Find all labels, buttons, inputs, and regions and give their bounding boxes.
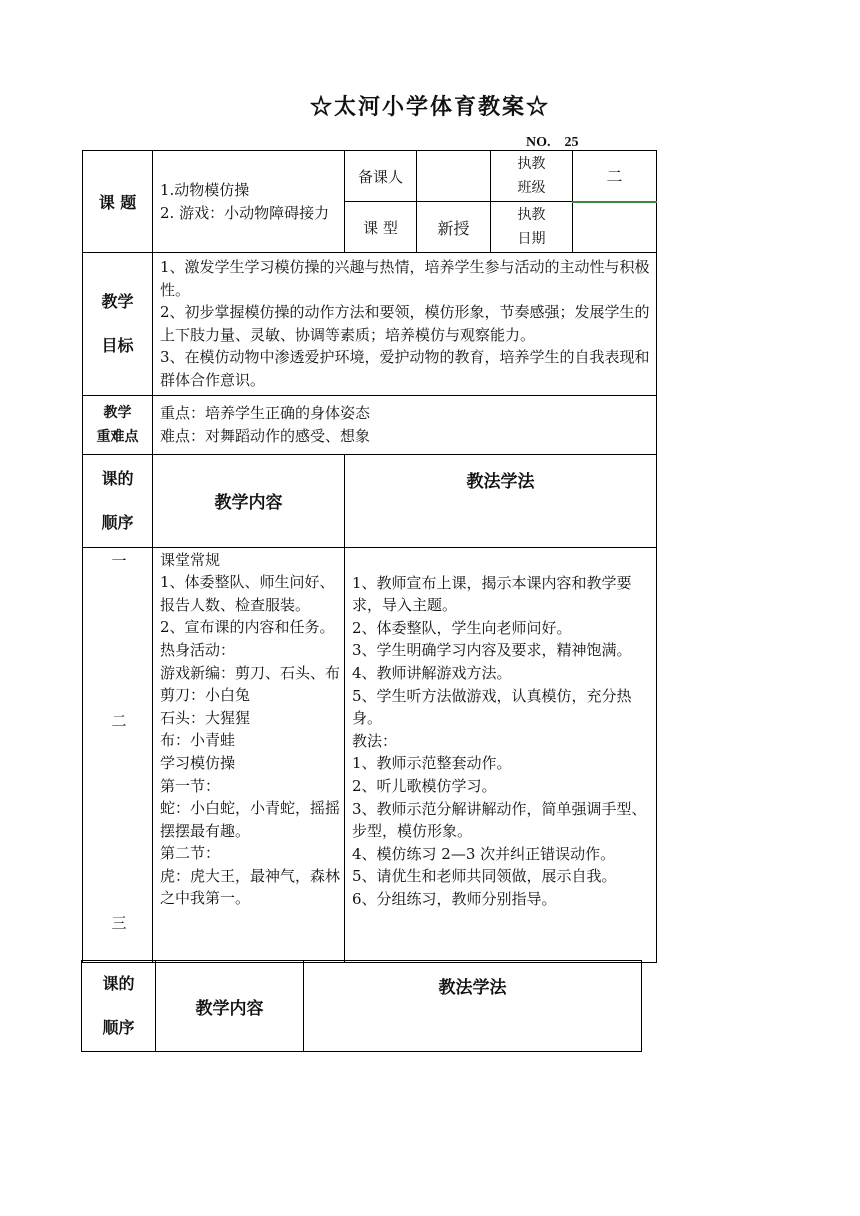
topic-line: 2. 游戏：小动物障碍接力 bbox=[160, 203, 330, 222]
focus-text: 重点：培养学生正确的身体姿态 bbox=[160, 403, 371, 422]
method-line: 2、体委整队，学生向老师问好。 bbox=[352, 618, 572, 637]
content-header: 教学内容 bbox=[153, 454, 345, 547]
method-line: 教法： bbox=[352, 731, 398, 750]
order-header-line: 顺序 bbox=[101, 512, 134, 532]
sequence-item: 三 bbox=[111, 913, 127, 932]
page-title: ☆太河小学体育教案☆ bbox=[309, 94, 550, 120]
topic-line: 1.动物模仿操 bbox=[160, 180, 250, 199]
content-column bbox=[153, 547, 345, 962]
content-line: 课堂常规 bbox=[160, 550, 221, 569]
content-line: 第一节： bbox=[160, 776, 221, 795]
method-header-2: 教法学法 bbox=[304, 961, 642, 1052]
method-line: 5、请优生和老师共同领做，展示自我。 bbox=[352, 867, 617, 886]
order-header-line: 课的 bbox=[102, 974, 135, 993]
content-line: 游戏新编：剪刀、石头、布 bbox=[160, 663, 341, 682]
topic-label: 课 题 bbox=[83, 151, 153, 253]
content-line: 剪刀：小白兔 bbox=[160, 686, 251, 705]
goals-label-line: 教学 bbox=[101, 291, 134, 311]
date-label bbox=[491, 202, 573, 253]
continuation-table bbox=[81, 960, 642, 1052]
content-line: 石头：大猩猩 bbox=[160, 708, 251, 727]
class-label-line: 班级 bbox=[517, 180, 546, 196]
method-line: 2、听儿歌模仿学习。 bbox=[352, 776, 497, 795]
content-line: 第二节： bbox=[160, 844, 221, 863]
class-label-line: 执教 bbox=[517, 156, 546, 172]
order-header-2 bbox=[82, 961, 156, 1052]
date-label-line: 日期 bbox=[517, 231, 546, 247]
method-line: 4、教师讲解游戏方法。 bbox=[352, 663, 512, 682]
class-value: 二 bbox=[573, 151, 657, 202]
key-points-label-line: 教学 bbox=[103, 404, 132, 421]
method-line: 6、分组练习，教师分别指导。 bbox=[352, 889, 557, 908]
content-line: 热身活动： bbox=[160, 640, 236, 659]
key-points-label-line: 重难点 bbox=[96, 428, 139, 445]
type-label: 课 型 bbox=[345, 202, 417, 253]
key-points-label bbox=[83, 395, 153, 454]
content-line: 蛇：小白蛇，小青蛇，摇摇摆摆最有趣。 bbox=[160, 799, 341, 840]
lesson-plan-table bbox=[82, 150, 657, 963]
sequence-item: 一 bbox=[111, 551, 127, 570]
order-header-line: 顺序 bbox=[102, 1018, 135, 1037]
method-line: 1、教师宣布上课，揭示本课内容和教学要求，导入主题。 bbox=[352, 573, 632, 615]
content-line: 虎：虎大王，最神气，森林之中我第一。 bbox=[160, 866, 341, 908]
goal-item: 3、在模仿动物中渗透爱护环境，爱护动物的教育，培养学生的自我表现和群体合作意识。 bbox=[160, 348, 650, 389]
content-line: 1、体委整队、师生问好、报告人数、检查服装。 bbox=[160, 573, 335, 614]
type-value: 新授 bbox=[417, 202, 491, 253]
method-column bbox=[345, 547, 657, 962]
method-line: 4、模仿练习 2—3 次并纠正错误动作。 bbox=[352, 844, 616, 863]
goal-item: 1、激发学生学习模仿操的兴趣与热情，培养学生参与活动的主动性与积极性。 bbox=[160, 258, 650, 299]
method-line: 5、学生听方法做游戏，认真模仿，充分热身。 bbox=[352, 686, 632, 728]
order-header bbox=[83, 454, 153, 547]
class-label bbox=[491, 151, 573, 202]
content-line: 学习模仿操 bbox=[160, 753, 236, 772]
content-line: 布：小青蛙 bbox=[160, 731, 236, 750]
method-line: 1、教师示范整套动作。 bbox=[352, 754, 512, 773]
order-header-line: 课的 bbox=[101, 468, 134, 488]
method-header: 教法学法 bbox=[345, 454, 657, 547]
key-points-content bbox=[153, 395, 657, 454]
topic-content bbox=[153, 151, 345, 253]
difficulty-text: 难点：对舞蹈动作的感受、想象 bbox=[160, 426, 371, 445]
date-label-line: 执教 bbox=[517, 207, 546, 223]
date-value bbox=[573, 202, 657, 253]
content-line: 2、宣布课的内容和任务。 bbox=[160, 618, 335, 637]
preparer-value bbox=[417, 151, 491, 202]
method-line: 3、学生明确学习内容及要求，精神饱满。 bbox=[352, 641, 632, 660]
method-line: 3、教师示范分解讲解动作，简单强调手型、步型，模仿形象。 bbox=[352, 799, 647, 841]
goals-label bbox=[83, 253, 153, 396]
sequence-item: 二 bbox=[111, 711, 127, 730]
preparer-label: 备课人 bbox=[345, 151, 417, 202]
goals-label-line: 目标 bbox=[101, 335, 134, 355]
goal-item: 2、初步掌握模仿操的动作方法和要领，模仿形象，节奏感强；发展学生的上下肢力量、灵敏、协调等素质；培养模仿与观察能力。 bbox=[160, 303, 650, 344]
lesson-number: NO. 25 bbox=[526, 135, 579, 150]
sequence-column bbox=[83, 547, 153, 962]
content-header-2: 教学内容 bbox=[156, 961, 304, 1052]
goals-content bbox=[153, 253, 657, 396]
